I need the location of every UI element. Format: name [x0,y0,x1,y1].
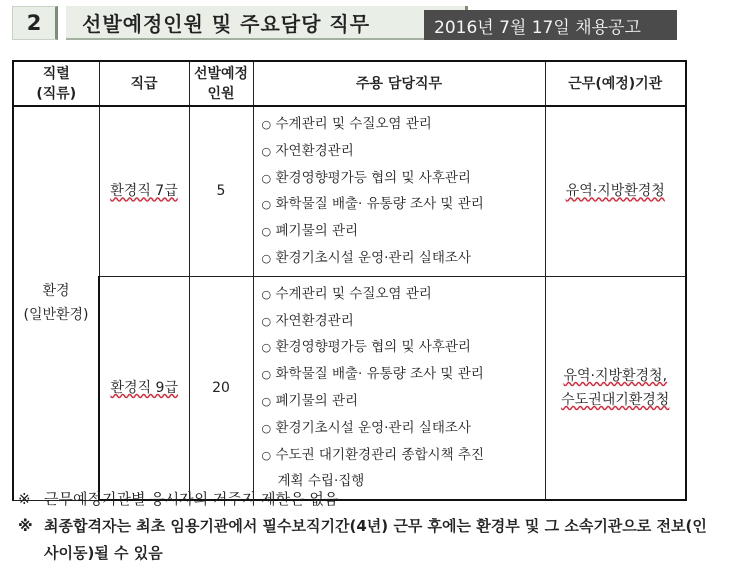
note-text: 최종합격자는 최초 임용기관에서 필수보직기간(4년) 근무 후에는 환경부 및 그 소속기관으로 전보(인사이동)될 수 있음 [44,517,707,562]
duty-item [262,415,545,442]
duty-text: 수도권 대기환경관리 종합시책 추진 [275,446,484,463]
note-text: 근무예정기관별 응시자의 거주지 제한은 없음 [44,490,339,508]
section-number: 2 [12,6,58,40]
duties-list [262,111,545,272]
duty-text: 자연환경관리 [275,142,354,159]
series-cell [13,106,99,500]
column-header-series [13,61,99,106]
duty-text: 자연환경관리 [275,312,354,329]
column-header-label: 주용 담당직무 [355,75,443,92]
table-row [13,106,686,276]
column-header-count [189,61,253,106]
section-title: 선발예정인원 및 주요담당 직무 [66,6,468,40]
column-header-agency [545,61,686,106]
circle-bullet-icon: ○ [261,421,272,435]
duty-item [262,308,545,335]
column-header-label: 선발예정 인원 [193,65,249,102]
circle-bullet-icon: ○ [261,198,272,212]
count-cell [189,276,253,500]
agency-cell [545,276,686,500]
count-value: 5 [216,183,226,200]
duty-item [262,218,545,245]
agency-label: 유역·지방환경청, 수도권대기환경청 [561,367,670,408]
circle-bullet-icon: ○ [261,225,272,239]
circle-bullet-icon: ○ [261,287,272,301]
duty-item [262,191,545,218]
agency-label: 유역·지방환경청 [565,183,665,200]
duty-item [262,442,545,469]
circle-bullet-icon: ○ [261,144,272,158]
circle-bullet-icon: ○ [261,368,272,382]
circle-bullet-icon: ○ [261,394,272,408]
duty-item [262,165,545,192]
table-header-row [13,61,686,106]
duty-item [262,361,545,388]
grade-label: 환경직 9급 [110,379,178,396]
duties-list [262,281,545,495]
column-header-label: 직급 [130,75,158,92]
count-cell [189,106,253,276]
duty-text: 수계관리 및 수질오염 관리 [275,285,432,302]
column-header-label: 근무(예정)기관 [568,75,663,92]
column-header-grade [99,61,189,106]
duty-item [262,111,545,138]
circle-bullet-icon: ○ [261,448,272,462]
circle-bullet-icon: ○ [261,314,272,328]
agency-cell [545,106,686,276]
duty-item [262,334,545,361]
circle-bullet-icon: ○ [261,171,272,185]
duties-cell [253,276,545,500]
duty-text: 화학물질 배출· 유통량 조사 및 관리 [275,366,484,383]
duty-text: 계획 수립·집행 [277,473,365,490]
column-header-duties [253,61,545,106]
circle-bullet-icon: ○ [261,251,272,265]
duty-item [262,281,545,308]
duty-text: 환경기초시설 운영·관리 실태조사 [275,419,471,436]
count-value: 20 [212,379,230,396]
notes-section [18,486,718,567]
column-header-label: 직렬 (직류) [36,65,77,102]
grade-cell [99,276,189,500]
duty-text: 화학물질 배출· 유통량 조사 및 관리 [275,196,484,213]
reference-mark-icon: ※ [18,490,31,508]
circle-bullet-icon: ○ [261,118,272,131]
circle-bullet-icon: ○ [261,341,272,355]
table-row [13,276,686,500]
note-item [18,513,718,567]
duty-text: 환경기초시설 운영·관리 실태조사 [275,249,471,266]
grade-label: 환경직 7급 [110,183,178,200]
duty-text: 수계관리 및 수질오염 관리 [275,116,432,132]
duty-item [262,388,545,415]
reference-mark-icon: ※ [18,517,33,535]
duty-text: 환경영향평가등 협의 및 사후관리 [275,339,471,356]
duty-text: 폐기물의 관리 [275,392,359,409]
grade-cell [99,106,189,276]
duty-item [262,245,545,272]
positions-table [12,60,687,501]
duties-cell [253,106,545,276]
note-item [18,486,718,513]
date-overlay-label: 2016년 7월 17일 채용공고 [424,10,677,40]
duty-item [262,138,545,165]
duty-text: 폐기물의 관리 [275,223,359,240]
duty-text: 환경영향평가등 협의 및 사후관리 [275,169,471,186]
series-label: 환경 (일반환경) [23,283,89,324]
